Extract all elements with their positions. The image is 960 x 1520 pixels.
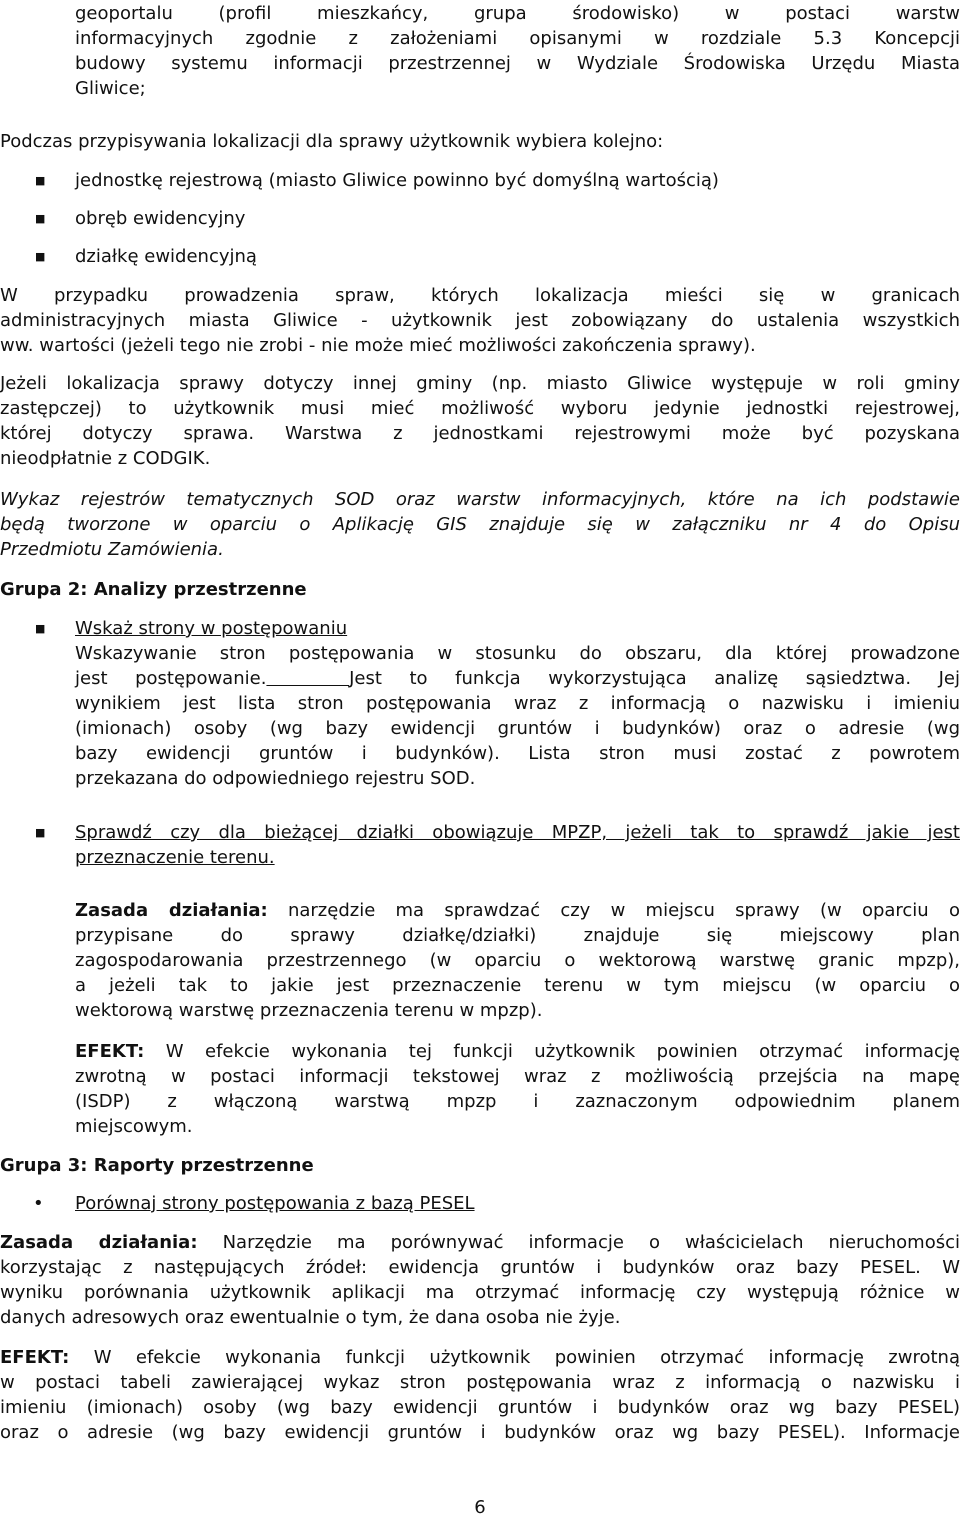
list-item: ■ obręb ewidencyjny — [35, 208, 246, 229]
text-line: Jeżeli lokalizacja sprawy dotyczy innej gminy (np. miasto Gliwice występuje w roli gminy — [0, 373, 960, 394]
group2-item-2 — [0, 820, 960, 870]
text-line: przypisane do sprawy działkę/działki) znajduje się miejscowy plan — [75, 925, 960, 946]
text-line: budowy systemu informacji przestrzennej w Wydziale Środowiska Urzędu Miasta — [75, 53, 960, 74]
item-title-continued: przeznaczenie terenu. — [75, 847, 275, 868]
item-title: Porównaj strony postępowania z bazą PESEL — [75, 1193, 475, 1214]
text-line: W przypadku prowadzenia spraw, których lokalizacja mieści się w granicach — [0, 285, 960, 306]
group2-heading: Grupa 2: Analizy przestrzenne — [0, 579, 307, 600]
text-line: oraz o adresie (wg bazy ewidencji gruntów i budynków oraz wg bazy PESEL). Informacje — [0, 1422, 960, 1443]
square-bullet-icon: ■ — [35, 622, 46, 635]
list-item: ■ działkę ewidencyjną — [35, 246, 257, 267]
text-line: wektorową warstwę przeznaczenia terenu w mpzp). — [75, 1000, 543, 1021]
text-line: wyniku porównania użytkownik aplikacji ma otrzymać informację czy występują różnice w — [0, 1282, 960, 1303]
zasada-label: Zasada działania: — [75, 900, 268, 921]
text-line: zagospodarowania przestrzennego (w oparciu o wektorową warstwę granic mpzp), — [75, 950, 960, 971]
efekt-block: EFEKT: W efekcie wykonania funkcji użytkownik powinien otrzymać informację zwrotną w postaci tabeli zawierającej wykaz stron postępowania wraz z informacją o nazwisku i imieniu (imionach) osoby (wg bazy ewidencji gruntów i budynków oraz wg bazy PESEL) oraz o adresie (wg bazy ewidencji gruntów i budynków oraz wg bazy PESEL). Informacje — [0, 1347, 960, 1443]
text-line: (ISDP) z włączoną warstwą mpzp i zaznaczonym odpowiednim planem — [75, 1091, 960, 1112]
text-line: będą tworzone w oparciu o Aplikację GIS znajduje się w załączniku nr 4 do Opisu — [0, 514, 960, 535]
zasada-label: Zasada działania: — [0, 1232, 198, 1253]
efekt-label: EFEKT: — [75, 1041, 145, 1062]
text-line: nieodpłatnie z CODGIK. — [0, 448, 211, 469]
location-bullet-list — [0, 168, 960, 282]
zasada-dzialania-block: Zasada działania: Narzędzie ma porównywać informacje o właścicielach nieruchomości korzystając z następujących źródeł: ewidencja gruntów i budynków oraz bazy PESEL. W wyniku porównania użytkownik aplikacji ma otrzymać informację czy występują różnice w danych adresowych oraz ewentualnie o tym, że dana osoba nie żyje. — [0, 1232, 960, 1328]
round-bullet-icon: • — [33, 1193, 44, 1214]
page-number: 6 — [474, 1497, 486, 1518]
text-line: jest postępowanie. Jest to funkcja wykorzystująca analizę sąsiedztwa. Jej — [75, 668, 960, 689]
efekt-label: EFEKT: — [0, 1347, 70, 1368]
text-line: korzystając z następujących źródeł: ewidencja gruntów i budynków oraz bazy PESEL. W — [0, 1257, 960, 1278]
item-title: Wskaż strony w postępowaniu — [75, 618, 348, 639]
text-line: informacyjnych zgodnie z założeniami opisanymi w rozdziale 5.3 Koncepcji — [75, 28, 960, 49]
text-line: Wskazywanie stron postępowania w stosunku do obszaru, dla której prowadzone — [75, 643, 960, 664]
square-bullet-icon: ■ — [35, 826, 46, 839]
text-line: przekazana do odpowiedniego rejestru SOD. — [75, 768, 476, 789]
group2-item-1 — [0, 616, 960, 791]
item-title: Sprawdź czy dla bieżącej działki obowiązuje MPZP, jeżeli tak to sprawdź jakie jest — [75, 822, 960, 843]
intro-text: Podczas przypisywania lokalizacji dla sprawy użytkownik wybiera kolejno: — [0, 131, 664, 152]
group3-item-1 — [0, 1191, 960, 1216]
text-line: której dotyczy sprawa. Warstwa z jednostkami rejestrowymi może być pozyskana — [0, 423, 960, 444]
text-line: imieniu (imionach) osoby (wg bazy ewidencji gruntów i budynków oraz wg bazy PESEL) — [0, 1397, 960, 1418]
group3-heading: Grupa 3: Raporty przestrzenne — [0, 1155, 314, 1176]
text-line: Wykaz rejestrów tematycznych SOD oraz warstw informacyjnych, które na ich podstawie — [0, 489, 960, 510]
text-line: miejscowym. — [75, 1116, 193, 1137]
continuation-paragraph — [0, 1, 960, 101]
text-line: administracyjnych miasta Gliwice - użytkownik jest zobowiązany do ustalenia wszystkich — [0, 310, 960, 331]
admin-paragraph — [0, 283, 960, 358]
text-line: zastępczej) to użytkownik musi mieć możliwość wyboru jedynie jednostki rejestrowej, — [0, 398, 960, 419]
square-bullet-icon: ■ — [35, 174, 46, 187]
square-bullet-icon: ■ — [35, 250, 46, 263]
text-line: a jeżeli tak to jakie jest przeznaczenie terenu w tym miejscu (w oparciu o — [75, 975, 960, 996]
text-line: zwrotną w postaci informacji tekstowej wraz z możliwością przejścia na mapę — [75, 1066, 960, 1087]
text-line: danych adresowych oraz ewentualnie o tym, że dana osoba nie żyje. — [0, 1307, 621, 1328]
zasada-dzialania-block: Zasada działania: narzędzie ma sprawdzać czy w miejscu sprawy (w oparciu o przypisane do sprawy działkę/działki) znajduje się miejscowy plan zagospodarowania przestrzennego (w oparciu o wektorową warstwę granic mpzp), a jeżeli tak to jakie jest przeznaczenie terenu w tym miejscu (w oparciu o wektorową warstwę przeznaczenia terenu w mpzp). — [75, 900, 960, 1021]
efekt-block: EFEKT: W efekcie wykonania tej funkcji użytkownik powinien otrzymać informację zwrotną w postaci informacji tekstowej wraz z możliwością przejścia na mapę (ISDP) z włączoną warstwą mpzp i zaznaczonym odpowiednim planem miejscowym. — [75, 1041, 960, 1137]
text-line: (imionach) osoby (wg bazy ewidencji gruntów i budynków) oraz o adresie (wg — [75, 718, 960, 739]
text-line: Przedmiotu Zamówienia. — [0, 539, 224, 560]
text-line: w postaci tabeli zawierającej wykaz stron postępowania wraz z informacją o nazwisku i — [0, 1372, 960, 1393]
italic-paragraph — [0, 487, 960, 562]
text-line: bazy ewidencji gruntów i budynków). Lista stron musi zostać z powrotem — [75, 743, 960, 764]
square-bullet-icon: ■ — [35, 212, 46, 225]
text-line: wynikiem jest lista stron postępowania wraz z informacją o nazwisku i imieniu — [75, 693, 960, 714]
text-line: Gliwice; — [75, 78, 146, 99]
text-line: ww. wartości (jeżeli tego nie zrobi - nie może mieć możliwości zakończenia sprawy). — [0, 335, 756, 356]
list-item: ■ jednostkę rejestrową (miasto Gliwice powinno być domyślną wartością) — [35, 170, 719, 191]
gmina-paragraph — [0, 371, 960, 471]
text-line: geoportalu (profil mieszkańcy, grupa środowisko) w postaci warstw — [75, 3, 960, 24]
